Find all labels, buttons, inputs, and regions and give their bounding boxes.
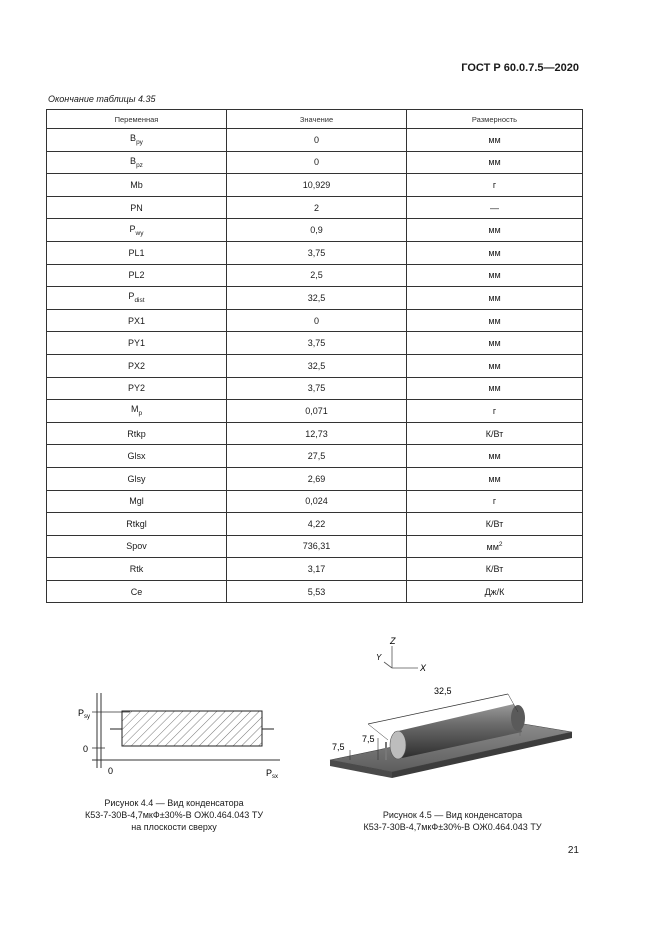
variable-name: Glsx xyxy=(127,451,146,462)
unit-text: мм xyxy=(488,451,501,462)
table-row xyxy=(47,354,583,377)
value-cell: 3,75 xyxy=(227,377,407,400)
unit-cell xyxy=(407,309,583,332)
variable-name: Ce xyxy=(130,586,143,597)
variable-cell xyxy=(47,400,227,423)
variable-cell xyxy=(47,535,227,558)
variable-cell xyxy=(47,241,227,264)
table-row xyxy=(47,422,583,445)
caption-line: К53-7-30В-4,7мкФ±30%-В ОЖ0.464.043 ТУ xyxy=(363,822,542,832)
unit-cell xyxy=(407,558,583,581)
dim-b-label: 7,5 xyxy=(332,742,345,752)
figure-4-5-caption xyxy=(340,809,565,833)
value-cell: 5,53 xyxy=(227,580,407,603)
label-psx: $P_{sx}$ xyxy=(266,768,279,780)
value-cell: 2,5 xyxy=(227,264,407,287)
variable-cell xyxy=(47,467,227,490)
caption-line: на плоскости сверху xyxy=(131,822,217,832)
value-cell: 0,071 xyxy=(227,400,407,423)
value-cell: 32,5 xyxy=(227,354,407,377)
value-cell: 27,5 xyxy=(227,445,407,468)
column-header-value: Значение xyxy=(227,110,407,129)
unit-text: К/Вт xyxy=(485,518,504,529)
value-cell: 0,024 xyxy=(227,490,407,513)
unit-cell xyxy=(407,129,583,152)
variable-cell xyxy=(47,287,227,310)
table-row xyxy=(47,287,583,310)
variable-cell xyxy=(47,332,227,355)
table-row xyxy=(47,535,583,558)
unit-text: мм xyxy=(488,270,501,281)
value-cell: 2,69 xyxy=(227,467,407,490)
unit-text: мм xyxy=(488,247,501,258)
table-row xyxy=(47,196,583,219)
unit-text: г xyxy=(492,496,497,507)
unit-cell xyxy=(407,196,583,219)
unit-cell xyxy=(407,151,583,174)
table-body xyxy=(47,129,583,603)
value-cell: 3,75 xyxy=(227,332,407,355)
caption-line: Рисунок 4.4 — Вид конденсатора xyxy=(104,798,244,808)
unit-cell xyxy=(407,219,583,242)
value-cell: 3,17 xyxy=(227,558,407,581)
figure-4-4-drawing xyxy=(70,688,290,783)
capacitor-footprint xyxy=(122,711,262,746)
variable-cell xyxy=(47,513,227,536)
variable-subscript: dist xyxy=(134,297,145,305)
dim-length-label: 32,5 xyxy=(434,686,452,696)
table-header-row xyxy=(47,110,583,129)
document-code: ГОСТ Р 60.0.7.5—2020 xyxy=(461,62,579,74)
unit-text: — xyxy=(490,202,499,213)
unit-text: мм xyxy=(486,541,499,552)
variable-subscript: wy xyxy=(135,229,144,237)
variables-table xyxy=(46,109,583,603)
unit-text: К/Вт xyxy=(485,564,504,575)
value-cell: 4,22 xyxy=(227,513,407,536)
unit-text: мм xyxy=(488,157,501,168)
unit-cell xyxy=(407,174,583,197)
unit-text: мм xyxy=(488,225,501,236)
value-cell: 0 xyxy=(227,309,407,332)
page-number: 21 xyxy=(567,845,579,856)
table-row xyxy=(47,580,583,603)
value-cell: 10,929 xyxy=(227,174,407,197)
unit-text: мм xyxy=(488,383,501,394)
variable-cell xyxy=(47,264,227,287)
unit-cell xyxy=(407,535,583,558)
axis-z-label: Z xyxy=(390,636,396,646)
variable-cell xyxy=(47,354,227,377)
column-header-variable: Переменная xyxy=(47,110,227,129)
value-cell: 2 xyxy=(227,196,407,219)
unit-cell xyxy=(407,490,583,513)
variable-name: M xyxy=(130,404,139,415)
variable-name: PX1 xyxy=(127,315,145,326)
capacitor-end-right xyxy=(511,705,525,731)
label-psy: $P_{sy}$ xyxy=(78,708,91,720)
variable-name: PX2 xyxy=(127,360,145,371)
value-cell: 3,75 xyxy=(227,241,407,264)
table-row xyxy=(47,309,583,332)
unit-text: мм xyxy=(488,292,501,303)
variable-cell xyxy=(47,309,227,332)
value-cell: 32,5 xyxy=(227,287,407,310)
table-row xyxy=(47,377,583,400)
variable-name: B xyxy=(130,155,137,166)
table-row xyxy=(47,219,583,242)
variable-name: P xyxy=(128,291,135,302)
table-row xyxy=(47,558,583,581)
variable-subscript: pz xyxy=(136,161,143,169)
unit-text: мм xyxy=(488,134,501,145)
variable-name: PL1 xyxy=(128,247,145,258)
axis-x-label: X xyxy=(420,663,427,673)
variable-name: Mgl xyxy=(129,496,144,507)
unit-text: мм xyxy=(488,473,501,484)
unit-cell xyxy=(407,354,583,377)
variable-name: PY2 xyxy=(127,383,145,394)
variable-subscript: p xyxy=(138,410,143,418)
figure-4-4-caption xyxy=(74,797,274,833)
value-cell: 736,31 xyxy=(227,535,407,558)
table-row xyxy=(47,490,583,513)
value-cell: 0,9 xyxy=(227,219,407,242)
variable-cell xyxy=(47,422,227,445)
unit-cell xyxy=(407,445,583,468)
value-cell: 12,73 xyxy=(227,422,407,445)
variable-subscript: py xyxy=(136,139,143,147)
variable-name: Glsy xyxy=(127,473,146,484)
value-cell: 0 xyxy=(227,129,407,152)
variable-name: Rtkgl xyxy=(126,518,147,529)
unit-text: мм xyxy=(488,338,501,349)
table-row xyxy=(47,174,583,197)
variable-name: P xyxy=(129,223,136,234)
unit-text: Дж/К xyxy=(484,586,505,597)
unit-cell xyxy=(407,377,583,400)
unit-cell xyxy=(407,467,583,490)
variable-cell xyxy=(47,490,227,513)
table-row xyxy=(47,445,583,468)
unit-cell xyxy=(407,400,583,423)
table-caption: Окончание таблицы 4.35 xyxy=(48,94,156,104)
variable-cell xyxy=(47,445,227,468)
unit-text: мм xyxy=(488,360,501,371)
column-header-unit: Размерность xyxy=(407,110,583,129)
variable-name: Mb xyxy=(130,179,143,190)
variable-name: Rtkp xyxy=(127,428,146,439)
unit-cell xyxy=(407,332,583,355)
unit-text: К/Вт xyxy=(485,428,504,439)
table-row xyxy=(47,264,583,287)
label-zero-x: 0 xyxy=(108,766,114,776)
table-row xyxy=(47,513,583,536)
variable-name: PY1 xyxy=(127,338,145,349)
axis-y-line xyxy=(384,662,392,668)
capacitor-end-left xyxy=(390,731,406,759)
unit-cell xyxy=(407,513,583,536)
variable-name: Spov xyxy=(126,541,147,552)
variable-cell xyxy=(47,377,227,400)
variable-cell xyxy=(47,196,227,219)
variable-cell xyxy=(47,129,227,152)
value-cell: 0 xyxy=(227,151,407,174)
variable-cell xyxy=(47,558,227,581)
label-zero-y: 0 xyxy=(83,744,89,754)
table-row xyxy=(47,241,583,264)
unit-superscript: 2 xyxy=(498,540,503,548)
table-row xyxy=(47,332,583,355)
table-row xyxy=(47,151,583,174)
unit-cell xyxy=(407,264,583,287)
axis-y-label: Y xyxy=(376,653,382,662)
unit-cell xyxy=(407,422,583,445)
variable-name: PL2 xyxy=(128,270,145,281)
unit-cell xyxy=(407,580,583,603)
figure-4-5-drawing xyxy=(322,632,582,792)
unit-cell xyxy=(407,241,583,264)
variable-cell xyxy=(47,580,227,603)
variable-cell xyxy=(47,174,227,197)
unit-text: мм xyxy=(488,315,501,326)
table-row xyxy=(47,129,583,152)
unit-text: г xyxy=(492,179,497,190)
table-row xyxy=(47,467,583,490)
table-row xyxy=(47,400,583,423)
variable-name: PN xyxy=(130,202,143,213)
caption-line: Рисунок 4.5 — Вид конденсатора xyxy=(382,810,523,820)
variable-name: Rtk xyxy=(129,564,144,575)
unit-cell xyxy=(407,287,583,310)
unit-text: г xyxy=(492,405,497,416)
variable-cell xyxy=(47,219,227,242)
variable-name: B xyxy=(130,133,137,144)
caption-line: К53-7-30В-4,7мкФ±30%-В ОЖ0.464.043 ТУ xyxy=(84,810,264,820)
variable-cell xyxy=(47,151,227,174)
dim-a-label: 7,5 xyxy=(362,734,375,744)
